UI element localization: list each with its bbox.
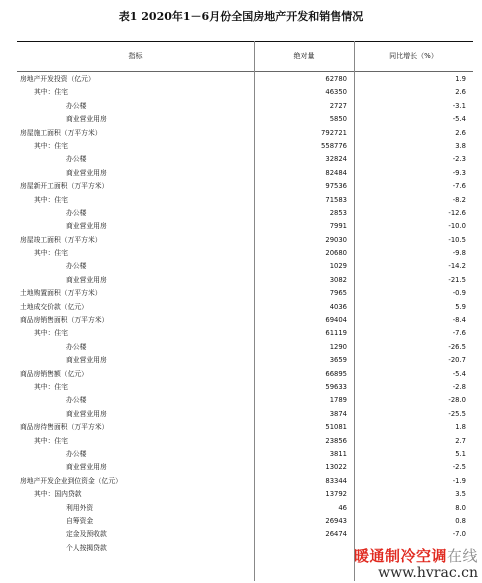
row-value: 82484 bbox=[325, 168, 347, 177]
row-growth: -3.1 bbox=[452, 101, 466, 110]
row-growth: 8.0 bbox=[455, 503, 466, 512]
row-value: 46350 bbox=[325, 88, 347, 97]
table-row bbox=[17, 515, 473, 528]
row-label: 利用外资 bbox=[66, 503, 94, 512]
row-growth: -10.0 bbox=[448, 222, 466, 231]
row-value: 13022 bbox=[325, 463, 347, 472]
row-value: 2727 bbox=[329, 101, 347, 110]
row-label: 商业营业用房 bbox=[66, 222, 107, 231]
table-row bbox=[17, 194, 473, 207]
row-growth: -10.5 bbox=[448, 235, 466, 244]
row-growth: -9.8 bbox=[452, 249, 466, 258]
table-row bbox=[17, 488, 473, 501]
row-label: 房屋新开工面积（万平方米） bbox=[20, 182, 109, 191]
row-value: 23856 bbox=[325, 436, 347, 445]
row-value: 7965 bbox=[329, 289, 347, 298]
table-title: 表1 2020年1－6月份全国房地产开发和销售情况 bbox=[118, 10, 364, 23]
row-growth: -2.8 bbox=[452, 382, 466, 391]
row-value: 1789 bbox=[329, 396, 347, 405]
row-growth: -28.0 bbox=[448, 396, 466, 405]
table-row bbox=[17, 287, 473, 300]
row-growth: -26.5 bbox=[448, 342, 466, 351]
row-growth: -7.6 bbox=[452, 182, 466, 191]
row-value: 97536 bbox=[325, 182, 347, 191]
row-label: 办公楼 bbox=[66, 342, 87, 351]
row-label: 其中：住宅 bbox=[34, 329, 68, 338]
row-value: 1029 bbox=[329, 262, 347, 271]
table-row bbox=[17, 354, 473, 367]
table-row bbox=[17, 260, 473, 273]
row-growth: -14.2 bbox=[448, 262, 466, 271]
row-growth: 1.8 bbox=[455, 423, 466, 432]
table-row bbox=[17, 381, 473, 394]
row-value: 83344 bbox=[325, 476, 347, 485]
table-row bbox=[17, 167, 473, 180]
row-label: 商业营业用房 bbox=[66, 356, 107, 365]
row-label: 办公楼 bbox=[66, 155, 87, 164]
row-label: 其中：住宅 bbox=[34, 249, 68, 258]
row-growth: -8.4 bbox=[452, 316, 466, 325]
row-label: 商业营业用房 bbox=[66, 463, 107, 472]
table-row bbox=[17, 127, 473, 140]
row-value: 46 bbox=[338, 503, 347, 512]
row-label: 其中：国内贷款 bbox=[34, 490, 82, 499]
row-growth: 2.6 bbox=[455, 128, 466, 137]
row-value: 5850 bbox=[329, 115, 347, 124]
row-growth: -5.4 bbox=[452, 115, 466, 124]
row-label: 其中：住宅 bbox=[34, 382, 68, 391]
row-value: 792721 bbox=[321, 128, 347, 137]
row-growth: -9.3 bbox=[452, 168, 466, 177]
row-value: 26943 bbox=[325, 516, 347, 525]
watermark-url: www.hvrac.cn bbox=[378, 565, 478, 581]
row-growth: -20.7 bbox=[448, 356, 466, 365]
table-row bbox=[17, 73, 473, 86]
table-row bbox=[17, 314, 473, 327]
row-growth: 2.7 bbox=[455, 436, 466, 445]
watermark-brand bbox=[328, 547, 478, 565]
row-value: 20680 bbox=[325, 249, 347, 258]
row-growth: -2.5 bbox=[452, 463, 466, 472]
row-value: 4036 bbox=[329, 302, 347, 311]
row-value: 59633 bbox=[325, 382, 347, 391]
table-row bbox=[17, 140, 473, 153]
row-value: 13792 bbox=[325, 490, 347, 499]
row-growth: -0.9 bbox=[452, 289, 466, 298]
row-label: 其中：住宅 bbox=[34, 88, 68, 97]
header-indicator: 指标 bbox=[128, 52, 143, 60]
row-growth: -21.5 bbox=[448, 275, 466, 284]
row-value: 2853 bbox=[329, 208, 347, 217]
row-label: 自筹资金 bbox=[66, 516, 94, 525]
row-value: 71583 bbox=[325, 195, 347, 204]
row-value: 32824 bbox=[325, 155, 347, 164]
row-label: 房屋竣工面积（万平方米） bbox=[20, 235, 102, 244]
row-value: 3082 bbox=[329, 275, 347, 284]
row-label: 土地成交价款（亿元） bbox=[20, 302, 88, 311]
row-growth: -12.6 bbox=[448, 208, 466, 217]
row-label: 房地产开发企业到位资金（亿元） bbox=[20, 476, 122, 485]
table-row bbox=[17, 113, 473, 126]
row-growth: 1.9 bbox=[455, 75, 466, 83]
watermark-brand-suffix: 在线 bbox=[446, 547, 478, 565]
row-value: 3811 bbox=[329, 449, 347, 458]
header-growth: 同比增长（%） bbox=[389, 52, 438, 60]
table-row bbox=[17, 86, 473, 99]
table-body bbox=[17, 73, 473, 555]
row-value: 69404 bbox=[325, 316, 347, 325]
row-label: 商品房待售面积（万平方米） bbox=[20, 423, 109, 432]
table-row bbox=[17, 234, 473, 247]
table-row bbox=[17, 153, 473, 166]
table-row bbox=[17, 421, 473, 434]
table-row bbox=[17, 368, 473, 381]
data-table bbox=[17, 41, 473, 581]
row-value: 1290 bbox=[329, 342, 347, 351]
row-label: 办公楼 bbox=[66, 208, 87, 217]
table-row bbox=[17, 220, 473, 233]
table-row bbox=[17, 247, 473, 260]
row-growth: 2.6 bbox=[455, 88, 466, 97]
row-growth: 0.8 bbox=[455, 516, 466, 525]
table-row bbox=[17, 475, 473, 488]
row-value: 7991 bbox=[329, 222, 347, 231]
row-growth: -7.6 bbox=[452, 329, 466, 338]
row-growth: 5.9 bbox=[455, 302, 466, 311]
table-header bbox=[17, 41, 473, 72]
row-label: 办公楼 bbox=[66, 396, 87, 405]
row-growth: -7.0 bbox=[452, 530, 466, 539]
row-value: 558776 bbox=[321, 141, 347, 150]
row-value: 26474 bbox=[325, 530, 347, 539]
row-label: 个人按揭贷款 bbox=[66, 543, 107, 552]
table-row bbox=[17, 408, 473, 421]
table-row bbox=[17, 301, 473, 314]
table-row bbox=[17, 461, 473, 474]
row-label: 商业营业用房 bbox=[66, 168, 107, 177]
row-growth: -25.5 bbox=[448, 409, 466, 418]
row-growth: 3.8 bbox=[455, 141, 466, 150]
row-label: 办公楼 bbox=[66, 101, 87, 110]
table-row bbox=[17, 502, 473, 515]
row-value: 61119 bbox=[325, 329, 347, 338]
table-row bbox=[17, 100, 473, 113]
row-label: 商业营业用房 bbox=[66, 409, 107, 418]
row-growth: -2.3 bbox=[452, 155, 466, 164]
row-growth: 5.1 bbox=[455, 449, 466, 458]
row-label: 商品房销售额（亿元） bbox=[20, 369, 88, 378]
table-row bbox=[17, 394, 473, 407]
row-growth: -1.9 bbox=[452, 476, 466, 485]
row-value: 51081 bbox=[325, 423, 347, 432]
table-row bbox=[17, 448, 473, 461]
row-label: 土地购置面积（万平方米） bbox=[20, 289, 102, 298]
row-label: 定金及预收款 bbox=[66, 530, 107, 539]
watermark bbox=[328, 547, 478, 581]
header-absolute: 绝对量 bbox=[293, 52, 315, 60]
row-growth: -5.4 bbox=[452, 369, 466, 378]
table-row bbox=[17, 528, 473, 541]
row-growth: 3.5 bbox=[455, 490, 466, 499]
table-row bbox=[17, 341, 473, 354]
watermark-brand-main: 暖通制冷空调 bbox=[353, 547, 447, 565]
row-value: 3659 bbox=[329, 356, 347, 365]
row-label: 商业营业用房 bbox=[66, 275, 107, 284]
row-label: 办公楼 bbox=[66, 449, 87, 458]
row-label: 办公楼 bbox=[66, 262, 87, 271]
table-row bbox=[17, 180, 473, 193]
row-value: 66895 bbox=[325, 369, 347, 378]
row-value: 3874 bbox=[329, 409, 347, 418]
row-label: 商业营业用房 bbox=[66, 115, 107, 124]
row-value: 29030 bbox=[325, 235, 347, 244]
row-label: 其中：住宅 bbox=[34, 141, 68, 150]
table-row bbox=[17, 274, 473, 287]
table-row bbox=[17, 207, 473, 220]
row-growth: -8.2 bbox=[452, 195, 466, 204]
row-label: 其中：住宅 bbox=[34, 195, 68, 204]
row-label: 商品房销售面积（万平方米） bbox=[20, 316, 109, 325]
table-row bbox=[17, 435, 473, 448]
row-label: 房屋施工面积（万平方米） bbox=[20, 128, 102, 137]
row-label: 其中：住宅 bbox=[34, 436, 68, 445]
row-value: 62780 bbox=[325, 75, 347, 83]
table-row bbox=[17, 327, 473, 340]
row-label: 房地产开发投资（亿元） bbox=[20, 75, 95, 83]
